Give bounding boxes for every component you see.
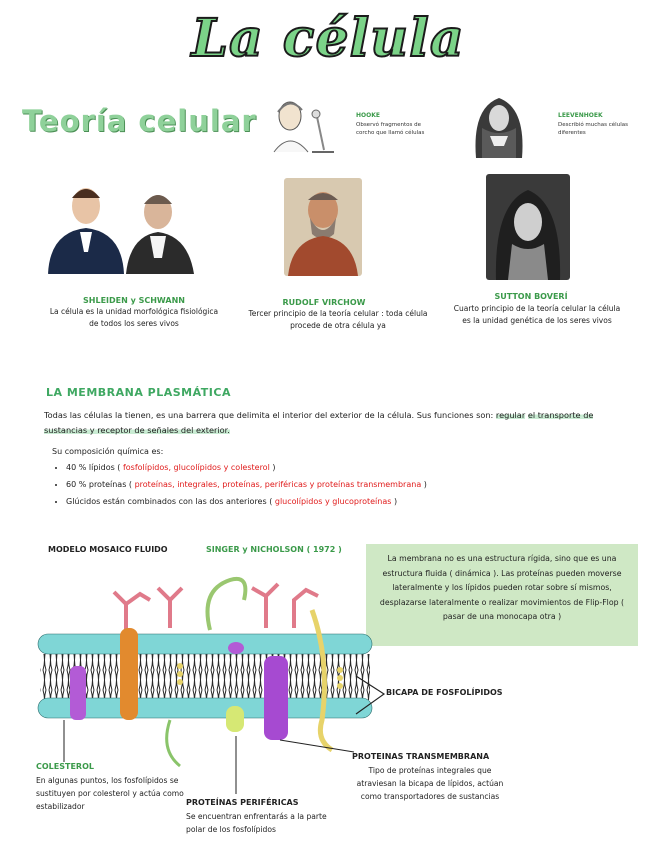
virchow-text: Tercer principio de la teoría celular : toda célula procede de otra célula ya: [248, 309, 428, 330]
fluid-callout: La membrana no es una estructura rígida, sino que es una estructura fluida ( dinámica ). Las proteínas pueden moverse lateralmente y los lípidos pueden rotar sobre sí mismos, desplazarse lateralmente o realizar movimientos de Flip-Flop ( pasar de una monocapa otra ): [366, 544, 638, 646]
virchow-name: RUDOLF VIRCHOW: [282, 298, 366, 307]
colesterol-name: COLESTEROL: [36, 762, 94, 771]
list-item: • Glúcidos están combinados con las dos anteriores ( glucolípidos y glucoproteínas ): [66, 493, 626, 510]
leeuwenhoek-text: Describió muchas células diferentes: [558, 122, 628, 136]
boveri-name: SUTTON BOVERÍ: [494, 292, 568, 301]
leeuwenhoek-name: LEEVENHOEK: [558, 112, 603, 119]
hooke-text: Observó fragmentos de corcho que llamó células: [356, 122, 425, 136]
list-item: • 40 % lípidos ( fosfolípidos, glucolípidos y colesterol ): [66, 459, 626, 476]
perifericas-text: Se encuentran enfrentarás a la parte polar de los fosfolípidos: [186, 812, 327, 834]
hooke-name: HOOKE: [356, 112, 380, 119]
perifericas-name: PROTEÍNAS PERIFÉRICAS: [186, 798, 299, 807]
page-title: La célula: [191, 8, 465, 69]
list-item: • 60 % proteínas ( proteínas, integrales, proteínas, periféricas y proteínas transmembrana ): [66, 476, 626, 493]
colesterol-text: En algunas puntos, los fosfolípidos se sustituyen por colesterol y actúa como estabilizador: [36, 776, 184, 811]
modelo-title: MODELO MOSAICO FLUIDO: [48, 545, 168, 554]
transmembrana-name: PROTEINAS TRANSMEMBRANA: [352, 752, 490, 761]
composition-label: Su composición química es:: [52, 447, 164, 456]
schleiden-text: La célula es la unidad morfológica fisiológica de todos los seres vivos: [49, 307, 219, 328]
section-heading-teoria: Teoría celular: [22, 104, 257, 138]
schleiden-name: SHLEIDEN y SCHWANN: [83, 296, 185, 305]
intro-part-a: Todas las células la tienen, es una barrera que delimita el interior del exterior de la célula. Sus funciones son:: [44, 410, 494, 420]
intro-part-c: el transporte de sustancias y receptor de señales del exterior.: [44, 410, 594, 435]
section-heading-membrana: LA MEMBRANA PLASMÁTICA: [46, 386, 231, 399]
transmembrana-text: Tipo de proteínas integrales que atraviesan la bicapa de lípidos, actúan como transportadores de sustancias: [356, 766, 504, 801]
boveri-text: Cuarto principio de la teoría celular la célula es la unidad genética de los seres vivos: [453, 304, 621, 325]
intro-part-b: regular: [495, 410, 526, 420]
label-bicapa: BICAPA DE FOSFOLÍPIDOS: [386, 688, 503, 697]
modelo-authors: SINGER y NICHOLSON ( 1972 ): [206, 545, 342, 554]
